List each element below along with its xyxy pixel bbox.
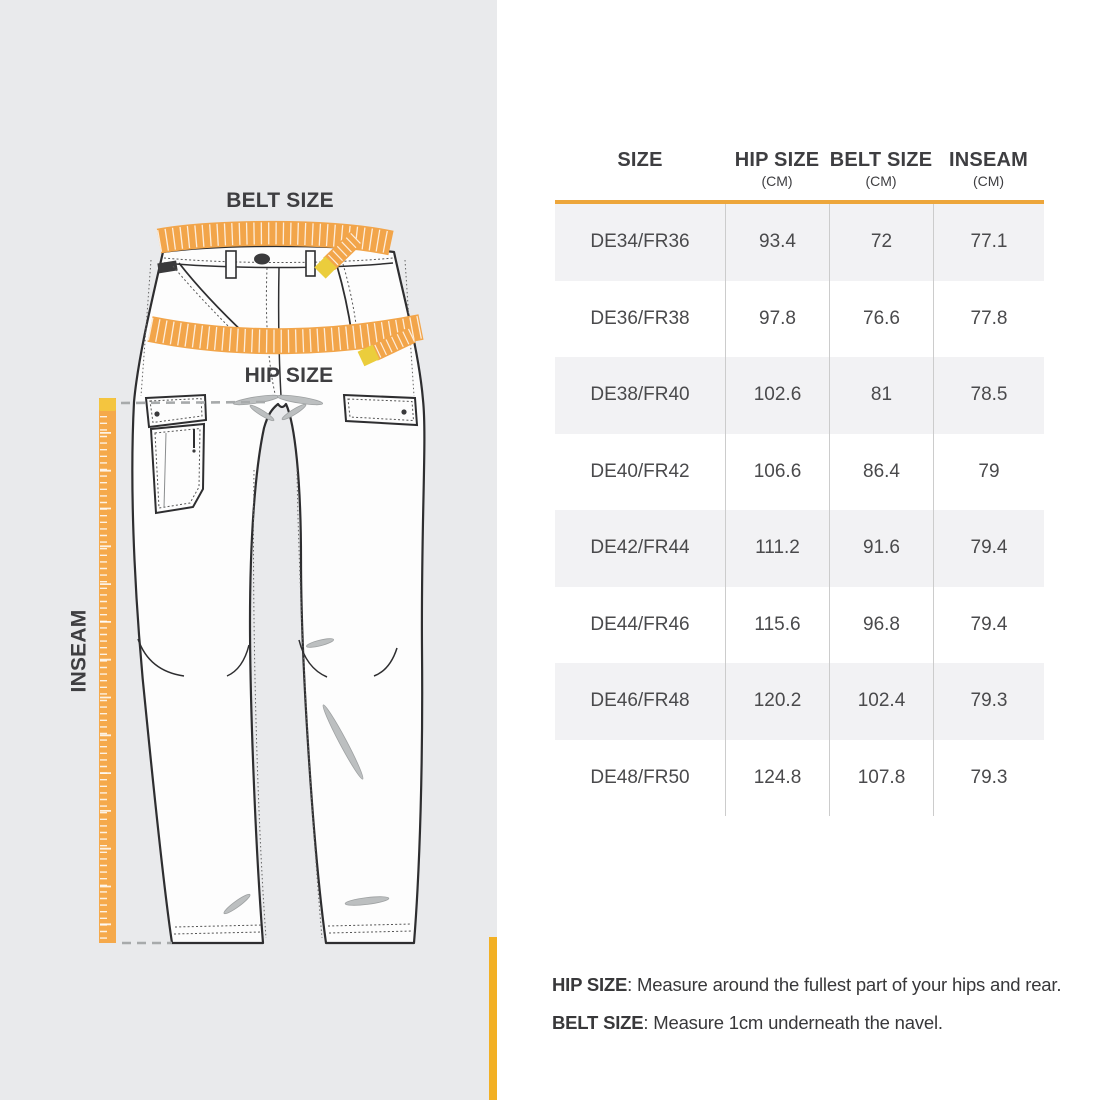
belt-cell: 81 (829, 357, 933, 434)
hip-cell: 124.8 (725, 740, 829, 817)
belt-tape-tip (320, 262, 331, 273)
belt-cell: 72 (829, 204, 933, 281)
accent-bar (489, 937, 497, 1100)
inseam-cell: 79.4 (933, 587, 1044, 664)
inseam-cell: 79.3 (933, 663, 1044, 740)
belt-loop (306, 251, 315, 276)
table-row (555, 281, 1044, 358)
hip-cell: 115.6 (725, 587, 829, 664)
table-row (555, 204, 1044, 281)
size-cell: DE42/FR44 (590, 537, 690, 559)
hip-cell: 111.2 (725, 510, 829, 587)
belt-loop (226, 251, 236, 278)
belt-size-label: BELT SIZE (226, 189, 334, 212)
size-cell: DE38/FR40 (590, 384, 690, 406)
table-row (555, 434, 1044, 511)
hip-tape-tip (361, 352, 376, 359)
table-header-cell-size: SIZE (617, 149, 663, 171)
size-cell: DE34/FR36 (590, 231, 690, 253)
measurement-notes (552, 966, 1082, 1042)
size-cell: DE44/FR46 (590, 613, 690, 635)
hip-cell: 102.6 (725, 357, 829, 434)
belt-cell: 91.6 (829, 510, 933, 587)
inseam-cell: 77.8 (933, 281, 1044, 358)
belt-cell: 86.4 (829, 434, 933, 511)
table-header-cell-hip: HIP SIZE (CM) (734, 149, 820, 189)
table-header (555, 140, 1044, 190)
table-row (555, 740, 1044, 817)
table-row (555, 663, 1044, 740)
cargo-pocket-left (146, 395, 206, 513)
illustration-panel (0, 0, 497, 1100)
hip-cell: 120.2 (725, 663, 829, 740)
table-header-cell-inseam: INSEAM (CM) (949, 149, 1028, 189)
inseam-label: INSEAM (67, 609, 91, 693)
size-cell: DE46/FR48 (590, 690, 690, 712)
size-table (555, 140, 1044, 816)
table-header-cell-belt: BELT SIZE (CM) (829, 149, 933, 189)
table-body (555, 204, 1044, 816)
table-row (555, 510, 1044, 587)
hip-size-label: HIP SIZE (244, 364, 334, 387)
hip-cell: 97.8 (725, 281, 829, 358)
inseam-cell: 77.1 (933, 204, 1044, 281)
inseam-cell: 79.3 (933, 740, 1044, 817)
size-cell: DE48/FR50 (590, 766, 690, 788)
waist-button (254, 254, 270, 265)
belt-cell: 107.8 (829, 740, 933, 817)
hip-cell: 93.4 (725, 204, 829, 281)
cargo-pocket-right (344, 395, 417, 425)
belt-cell: 96.8 (829, 587, 933, 664)
inseam-ruler (99, 398, 116, 943)
belt-cell: 102.4 (829, 663, 933, 740)
size-cell: DE40/FR42 (590, 460, 690, 482)
inseam-cell: 79.4 (933, 510, 1044, 587)
pants-diagram (0, 0, 497, 1100)
table-row (555, 587, 1044, 664)
table-row (555, 357, 1044, 434)
belt-size-note: BELT SIZE: Measure 1cm underneath the navel. (552, 1012, 943, 1033)
hip-cell: 106.6 (725, 434, 829, 511)
inseam-cell: 78.5 (933, 357, 1044, 434)
hip-size-note: HIP SIZE: Measure around the fullest part of your hips and rear. (552, 974, 1062, 995)
size-cell: DE36/FR38 (590, 307, 690, 329)
ruler-cap (99, 398, 116, 411)
inseam-cell: 79 (933, 434, 1044, 511)
belt-cell: 76.6 (829, 281, 933, 358)
